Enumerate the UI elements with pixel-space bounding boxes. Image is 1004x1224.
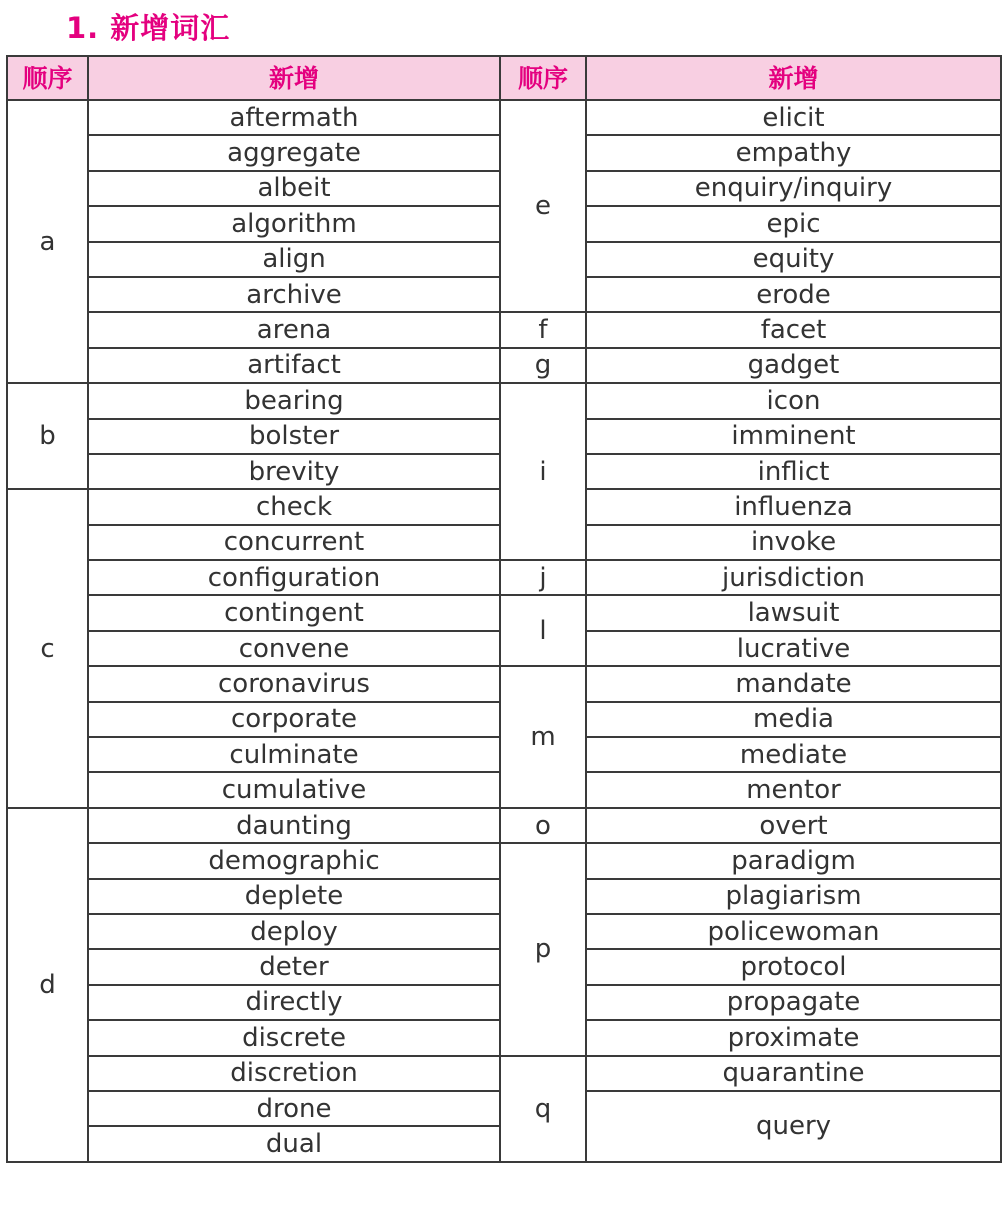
word-cell: corporate	[88, 702, 500, 737]
letter-cell: f	[500, 312, 586, 347]
word-cell: jurisdiction	[586, 560, 1001, 595]
word-cell: invoke	[586, 525, 1001, 560]
word-cell: equity	[586, 242, 1001, 277]
word-cell: albeit	[88, 171, 500, 206]
word-cell: mentor	[586, 772, 1001, 807]
word-cell: arena	[88, 312, 500, 347]
word-cell: concurrent	[88, 525, 500, 560]
table-row	[7, 808, 1001, 843]
table-row	[7, 312, 1001, 347]
word-cell: convene	[88, 631, 500, 666]
word-cell: daunting	[88, 808, 500, 843]
word-cell: check	[88, 489, 500, 524]
letter-cell: l	[500, 595, 586, 666]
letter-cell: j	[500, 560, 586, 595]
word-cell: imminent	[586, 419, 1001, 454]
word-cell: protocol	[586, 949, 1001, 984]
word-cell: elicit	[586, 100, 1001, 135]
vocabulary-table	[6, 55, 1002, 1163]
word-cell: mandate	[586, 666, 1001, 701]
word-cell: contingent	[88, 595, 500, 630]
word-cell: algorithm	[88, 206, 500, 241]
word-cell: deploy	[88, 914, 500, 949]
word-cell: deplete	[88, 879, 500, 914]
header-order-right: 顺序	[500, 56, 586, 100]
letter-cell: i	[500, 383, 586, 560]
letter-cell: m	[500, 666, 586, 808]
letter-cell: p	[500, 843, 586, 1055]
letter-cell: a	[7, 100, 88, 383]
word-cell: policewoman	[586, 914, 1001, 949]
table-row	[7, 100, 1001, 135]
header-order-left: 顺序	[7, 56, 88, 100]
word-cell: artifact	[88, 348, 500, 383]
word-cell: influenza	[586, 489, 1001, 524]
word-cell: demographic	[88, 843, 500, 878]
word-cell: media	[586, 702, 1001, 737]
table-row	[7, 560, 1001, 595]
word-cell: archive	[88, 277, 500, 312]
word-cell: epic	[586, 206, 1001, 241]
word-cell: empathy	[586, 135, 1001, 170]
letter-cell: b	[7, 383, 88, 489]
word-cell: facet	[586, 312, 1001, 347]
word-cell: mediate	[586, 737, 1001, 772]
table-header-row	[7, 56, 1001, 100]
letter-cell: q	[500, 1056, 586, 1162]
word-cell: coronavirus	[88, 666, 500, 701]
word-cell: cumulative	[88, 772, 500, 807]
word-cell: proximate	[586, 1020, 1001, 1055]
word-cell: overt	[586, 808, 1001, 843]
word-cell: query	[586, 1091, 1001, 1162]
word-cell: aggregate	[88, 135, 500, 170]
word-cell: icon	[586, 383, 1001, 418]
word-cell: align	[88, 242, 500, 277]
word-cell: inflict	[586, 454, 1001, 489]
word-cell: aftermath	[88, 100, 500, 135]
word-cell: quarantine	[586, 1056, 1001, 1091]
word-cell: paradigm	[586, 843, 1001, 878]
word-cell: bolster	[88, 419, 500, 454]
table-row	[7, 595, 1001, 630]
word-cell: discrete	[88, 1020, 500, 1055]
word-cell: plagiarism	[586, 879, 1001, 914]
word-cell: dual	[88, 1126, 500, 1161]
letter-cell: c	[7, 489, 88, 808]
table-row	[7, 1056, 1001, 1091]
header-new-left: 新增	[88, 56, 500, 100]
word-cell: brevity	[88, 454, 500, 489]
word-cell: discretion	[88, 1056, 500, 1091]
letter-cell: o	[500, 808, 586, 843]
word-cell: erode	[586, 277, 1001, 312]
word-cell: directly	[88, 985, 500, 1020]
page-title: 1. 新增词汇	[66, 11, 231, 45]
word-cell: enquiry/inquiry	[586, 171, 1001, 206]
letter-cell: d	[7, 808, 88, 1162]
table-row	[7, 666, 1001, 701]
word-cell: deter	[88, 949, 500, 984]
word-cell: configuration	[88, 560, 500, 595]
table-row	[7, 383, 1001, 418]
table-row	[7, 843, 1001, 878]
word-cell: bearing	[88, 383, 500, 418]
word-cell: propagate	[586, 985, 1001, 1020]
letter-cell: e	[500, 100, 586, 312]
vocabulary-body	[7, 100, 1001, 1162]
table-row	[7, 348, 1001, 383]
word-cell: drone	[88, 1091, 500, 1126]
header-new-right: 新增	[586, 56, 1001, 100]
letter-cell: g	[500, 348, 586, 383]
word-cell: lawsuit	[586, 595, 1001, 630]
word-cell: lucrative	[586, 631, 1001, 666]
word-cell: gadget	[586, 348, 1001, 383]
word-cell: culminate	[88, 737, 500, 772]
